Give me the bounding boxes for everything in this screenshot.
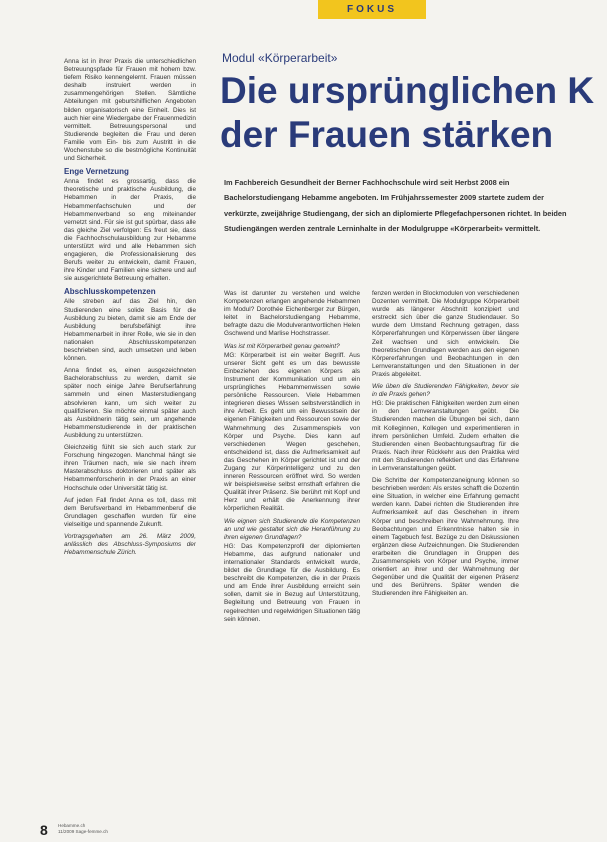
middle-column: [224, 290, 360, 820]
paragraph: Anna ist in ihrer Praxis die unterschiedlichen Betreuungspfade für Frauen mit hohem bzw. tiefem Risiko kennengelernt. Frauen müssen deshalb instruiert werden in zusammengehörigen Stellen. Sämtliche Abteilungen mit geburtshilflichen Angeboten bilden organisatorisch eine Einheit. Dies ist auch hier eine Wiedergabe der Frauenmedizin vermittelt. Betreuungspersonal und Studierende begleiten die Frau und deren Familie vom Ein- bis zum Austritt in die Wochenstube so die bestmögliche Kontinuität und Sicherheit.: [64, 58, 196, 163]
source-note: Vortragsgehalten am 26. März 2009, anlässlich des Abschluss-Symposiums der Hebammenschule Zürich.: [64, 532, 196, 557]
subheading: Enge Vernetzung: [64, 167, 129, 177]
title-line-1: Die ursprünglichen K: [220, 70, 595, 111]
interview-question: Was ist mit Körperarbeit genau gemeint?: [224, 342, 340, 350]
footer-publication: [58, 823, 108, 835]
paragraph: fenzen werden in Blockmodulen von verschiedenen Dozenten vermittelt. Die Modulgruppe Körperarbeit wurde als längerer Abschnitt konzipiert und erstreckt sich über die ganze Studiendauer. So wurde dem Umstand Rechnung getragen, dass Körpererfahrungen und Körperwissen über längere Zeit wachsen und sich entwickeln. Die theoretischen Grundlagen werden aus den eigenen Körpererfahrungen und Beobachtungen in den Lernveranstaltungen und den Situationen in der Praxis abgeleitet.: [372, 290, 519, 378]
right-column: [372, 290, 519, 822]
article-lead: Im Fachbereich Gesundheit der Berner Fachhochschule wird seit Herbst 2008 ein Bachelorstudiengang Hebamme angeboten. Im Frühjahrssemester 2009 startete zudem der verkürzte, zweijährige Studiengang, der sich an diplomierte Pflegefachpersonen richtet. In beiden Studiengängen werden zentrale Lerninhalte in der Modulgruppe «Körperarbeit» vermittelt.: [224, 178, 567, 234]
title-line-2: der Frauen stärken: [220, 114, 554, 155]
interview-answer: HG: Die praktischen Fähigkeiten werden zum einen in den Lernveranstaltungen geübt. Die Studierenden machen die Übungen bei sich, dann mit Kolleginnen, Kollegen und experimentieren in ihrem persönlichen Umfeld. Zudem erhalten die Studierenden einen Beobachtungsauftrag für die Praxis. Nach ihrer Rückkehr aus den Praktika wird mit den Studierenden reflektiert und das Erfahrene in Lernveranstaltungen geübt.: [372, 400, 519, 472]
paragraph: Gleichzeitig fühlt sie sich auch stark zur Forschung hingezogen. Manchmal hängt sie ihren Träumen nach, wie sie nach ihrem Masterabschluss doktorieren und später als Hebammenforscherin in der Praxis an einer Hochschule oder Universität tätig ist.: [64, 444, 196, 492]
interview-question: Wie eignen sich Studierende die Kompetenzen an und wie gestaltet sich die Heranführung zu ihren eigenen Grundlagen?: [224, 517, 360, 541]
paragraph: Alle streben auf das Ziel hin, den Studierenden eine solide Basis für die Ausbildung zu bieten, damit sie am Ende der Ausbildung berufsbefähigt ihre Hebammenarbeit in ihrer Rolle, wie sie in den nationalen Abschlusskompetenzen beschrieben sind, auch umsetzen und leben können.: [64, 298, 196, 363]
paragraph: Anna findet es, einen ausgezeichneten Bachelorabschluss zu werden, damit sie später noch einige Jahre Berufserfahrung sammeln und einen Masterstudiengang absolvieren kann, um sich weiter zu qualifizieren. Sie möchte einmal später auch als Ausbildnerin tätig sein, um angehende Hebammenstudierende in der praktischen Ausbildung zu unterstützen.: [64, 367, 196, 439]
paragraph: Was ist darunter zu verstehen und welche Kompetenzen erlangen angehende Hebammen im Modul? Dorothée Eichenberger zur Bürgen, leitet in Bachelorstudiengang Hebamme, befragte dazu die Modulverantwortlichen Helen Gschwend und Marlise Hochstrasser.: [224, 290, 360, 338]
interview-answer: MG: Körperarbeit ist ein weiter Begriff. Aus unserer Sicht geht es um das bewusste Einbeziehen des eigenen Körpers als Instrument der Kommunikation und um ein ursprüngliches Hebammenwissen sowie persönliche Ressourcen. Viele Hebammen integrieren dieses Wissen selbstverständlich in ihre Arbeit. Es geht um ein Bewusstsein der eigenen Fähigkeiten und Ressourcen sowie der Wahrnehmung des Zusammenspiels von Körper und Psyche. Dies kann auf verschiedenen Wegen geschehen, entscheidend ist, dass die Aufmerksamkeit auf das Geschehen im Körper gerichtet ist und der Zugang zur Körperintelligenz und zu den inneren Ressourcen eröffnet wird. So werden wir beispielsweise selbst ernsthaft erfahren die Qualität ihrer Präsenz. Sie berührt mit Kopf und Herz und erhält die Anerkennung ihrer körperlichen Realität.: [224, 351, 360, 513]
page-number: 8: [40, 822, 48, 838]
paragraph: Auf jeden Fall findet Anna es toll, dass mit dem Berufsverband im Hebammenberuf die Grundlagen geschaffen wurden für eine vielseitige und spannende Zukunft.: [64, 496, 196, 528]
section-tag: FOKUS: [318, 0, 426, 19]
interview-answer: HG: Das Kompetenzprofil der diplomierten Hebamme, das aufgrund nationaler und internationaler Standards entwickelt wurde, bildet die Grundlage für die Ausbildung. Es beschreibt die Kompetenzen, die in der Praxis und am Ende ihrer Ausbildung erreicht sein sollen, damit sie in Bezug auf Unterstützung, Begleitung und Betreuung von Frauen in regelrechten und regelwidrigen Situationen tätig sein können.: [224, 542, 360, 623]
interview-question: Wie üben die Studierenden Fähigkeiten, bevor sie in die Praxis gehen?: [372, 383, 519, 399]
subheading: Abschlusskompetenzen: [64, 287, 156, 297]
left-column: [64, 58, 196, 818]
footer-line-1: Hebamme.ch: [58, 823, 86, 828]
article-title: [220, 69, 607, 157]
footer-line-2: 11/2009 Sage-femme.ch: [58, 829, 108, 834]
article-kicker: Modul «Körperarbeit»: [222, 51, 338, 65]
paragraph: Die Schritte der Kompetenzaneignung können so beschrieben werden: Als erstes schafft die Dozentin eine Situation, in welcher eine Erfahrung gemacht werden kann. Dabei richten die Studierenden ihre Aufmerksamkeit auf das Geschehen in ihrem Körper und beschreiben ihre Wahrnehmung. Ihre Beobachtungen und Erkenntnisse halten sie in einem Tagebuch fest. Bezüge zu den Diskussionen ergänzen diese Aufzeichnungen. Die Studierenden erarbeiten die Grundlagen in Gruppen des Zusammenspiels von Körper und Psyche, immer orientiert an ihrer und der Wahrnehmung der Gegenüber und die Qualität der eigenen Präsenz und des Berührens. Später wenden die Studierenden ihre Fähigkeiten an.: [372, 477, 519, 598]
paragraph: Anna findet es grossartig, dass die theoretische und praktische Ausbildung, die Hebammen in der Praxis, die Hebammenfachschulen und der Hebammenverband so eng miteinander vernetzt sind. Für sie ist gut spürbar, dass alle das gleiche Ziel verfolgen: Es freut sie, dass die Fachhochschulausbildung zur Hebamme unterstützt wird und alle Hebammen sich engagieren, die Professionalisierung des Berufs weiter zu entwickeln, damit Frauen, ihre Kinder und Familien eine sichere und auf sie ausgerichtete Betreuung erhalten.: [64, 178, 196, 283]
